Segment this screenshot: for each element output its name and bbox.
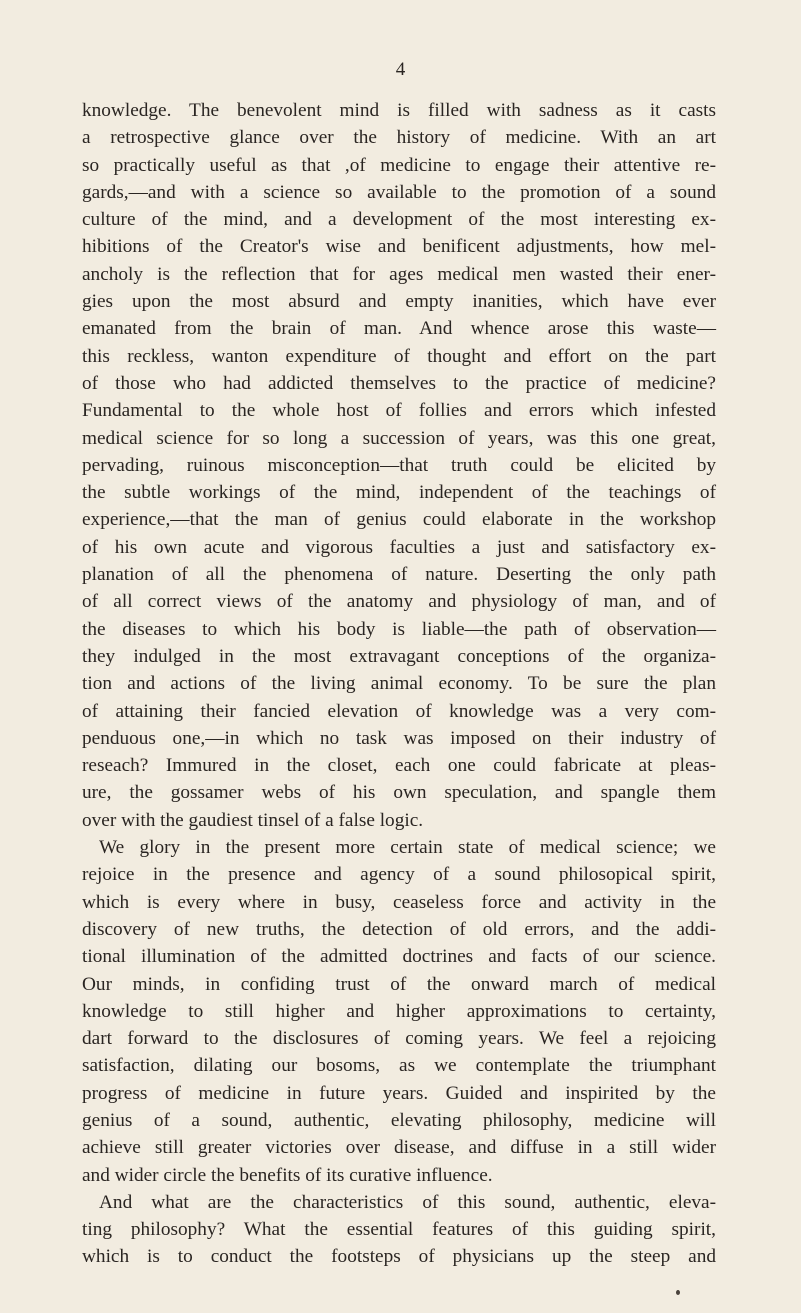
text-line: tional illumination of the admitted doctrines and facts of our science. [82, 946, 716, 968]
paragraph-2 [82, 834, 716, 1189]
text-line: ure, the gossamer webs of his own speculation, and spangle them [82, 782, 716, 804]
text-line: a retrospective glance over the history of medicine. With an art [82, 127, 716, 149]
text-line: progress of medicine in future years. Guided and inspirited by the [82, 1082, 716, 1104]
text-line: over with the gaudiest tinsel of a false logic. [82, 809, 424, 831]
page-number: 4 [395, 59, 406, 80]
text-line: discovery of new truths, the detection of old errors, and the addi- [82, 918, 716, 940]
text-line: dart forward to the disclosures of coming years. We feel a rejoicing [82, 1028, 716, 1050]
text-line: so practically useful as that ,of medicine to engage their attentive re- [82, 154, 716, 176]
text-line: penduous one,—in which no task was imposed on their industry of [82, 727, 716, 749]
text-line: rejoice in the presence and agency of a sound philosopical spirit, [82, 864, 716, 886]
text-line: the diseases to which his body is liable—the path of observation— [82, 618, 716, 640]
text-line: medical science for so long a succession of years, was this one great, [82, 427, 716, 449]
text-line: which is every where in busy, ceaseless force and activity in the [82, 891, 716, 913]
text-line: Fundamental to the whole host of follies and errors which infested [82, 400, 716, 422]
text-line: gards,—and with a science so available to the promotion of a sound [82, 181, 716, 203]
text-line: the subtle workings of the mind, independent of the teachings of [82, 482, 716, 504]
text-line: gies upon the most absurd and empty inanities, which have ever [82, 291, 716, 313]
text-line: and wider circle the benefits of its curative influence. [82, 1164, 493, 1186]
text-line: experience,—that the man of genius could elaborate in the workshop [82, 509, 716, 531]
text-line: ting philosophy? What the essential features of this guiding spirit, [82, 1219, 716, 1241]
paragraph-3 [82, 1189, 716, 1271]
text-line: And what are the characteristics of this sound, authentic, eleva- [99, 1191, 716, 1213]
text-line: emanated from the brain of man. And whence arose this waste— [82, 318, 716, 340]
text-line: Our minds, in confiding trust of the onward march of medical [82, 973, 716, 995]
paragraph-1 [82, 97, 716, 834]
text-line: this reckless, wanton expenditure of thought and effort on the part [82, 345, 716, 367]
ink-speck [676, 1290, 680, 1295]
text-line: culture of the mind, and a development of the most interesting ex- [82, 209, 716, 231]
text-line: of attaining their fancied elevation of knowledge was a very com- [82, 700, 716, 722]
text-line: which is to conduct the footsteps of physicians up the steep and [82, 1246, 716, 1268]
text-line: genius of a sound, authentic, elevating philosophy, medicine will [82, 1109, 716, 1131]
text-line: pervading, ruinous misconception—that truth could be elicited by [82, 454, 716, 476]
text-line: reseach? Immured in the closet, each one could fabricate at pleas- [82, 755, 716, 777]
text-line: knowledge to still higher and higher approximations to certainty, [82, 1000, 716, 1022]
text-line: planation of all the phenomena of nature. Deserting the only path [82, 564, 716, 586]
text-line: achieve still greater victories over disease, and diffuse in a still wider [82, 1137, 716, 1159]
body-text [82, 97, 716, 1271]
text-line: hibitions of the Creator's wise and benificent adjustments, how mel- [82, 236, 716, 258]
text-line: of those who had addicted themselves to the practice of medicine? [82, 372, 716, 394]
text-line: tion and actions of the living animal economy. To be sure the plan [82, 673, 716, 695]
text-line: ancholy is the reflection that for ages medical men wasted their ener- [82, 263, 716, 285]
text-line: of his own acute and vigorous faculties a just and satisfactory ex- [82, 536, 716, 558]
text-line: We glory in the present more certain state of medical science; we [99, 837, 716, 859]
text-line: knowledge. The benevolent mind is filled with sadness as it casts [82, 100, 716, 121]
text-line: satisfaction, dilating our bosoms, as we contemplate the triumphant [82, 1055, 716, 1077]
text-line: they indulged in the most extravagant conceptions of the organiza- [82, 645, 716, 667]
text-line: of all correct views of the anatomy and physiology of man, and of [82, 591, 716, 613]
